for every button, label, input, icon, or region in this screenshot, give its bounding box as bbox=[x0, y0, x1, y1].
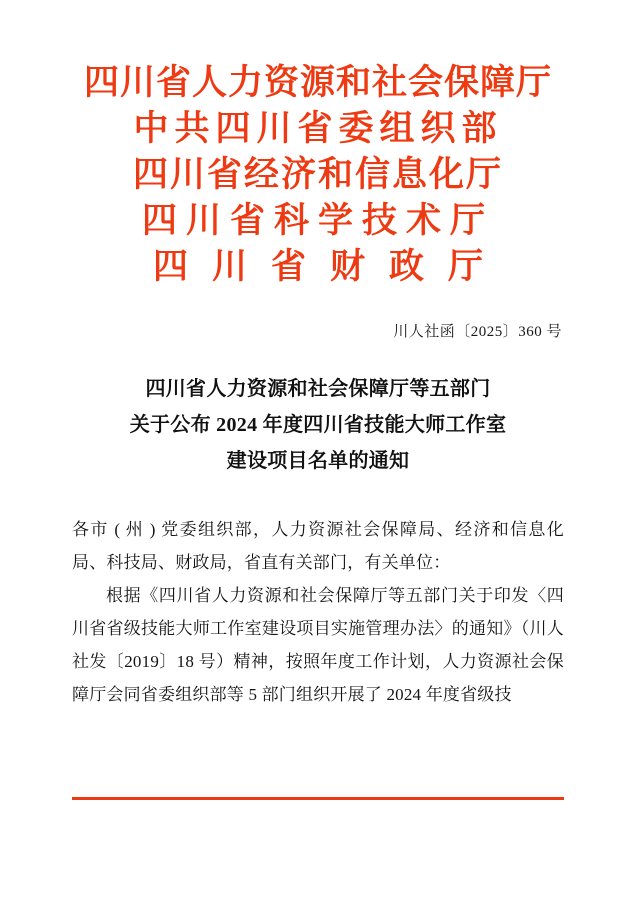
masthead bbox=[72, 60, 564, 290]
title-line-1: 四川省人力资源和社会保障厅等五部门 bbox=[145, 378, 491, 400]
masthead-line-3: 四川省经济和信息化厅 bbox=[132, 154, 503, 195]
recipients-paragraph: 各市 ( 州 ) 党委组织部，人力资源社会保障局、经济和信息化局、科技局、财政局，省直有关部门，有关单位： bbox=[72, 520, 564, 572]
body-paragraph-1: 根据《四川省人力资源和社会保障厅等五部门关于印发〈四川省省级技能大师工作室建设项目实施管理办法〉的通知》（川人社发〔2019〕18 号）精神，按照年度工作计划，人力资源社会保障厅会同省委组织部等 5 部门组织开展了 2024 年度省级技 bbox=[72, 586, 564, 704]
document-title bbox=[72, 371, 564, 479]
masthead-line-5: 四川省财政厅 bbox=[152, 246, 507, 287]
masthead-line-4: 四川省科学技术厅 bbox=[141, 200, 494, 241]
title-line-2: 关于公布 2024 年度四川省技能大师工作室 bbox=[129, 414, 507, 436]
document-number: 川人社函〔2025〕360 号 bbox=[393, 324, 562, 340]
document-page bbox=[0, 60, 636, 911]
title-line-3: 建设项目名单的通知 bbox=[226, 450, 410, 472]
masthead-line-2: 中共四川省委组织部 bbox=[133, 108, 503, 149]
footer-red-rule bbox=[72, 797, 564, 800]
document-body bbox=[72, 513, 564, 711]
masthead-line-1: 四川省人力资源和社会保障厅 bbox=[83, 62, 552, 103]
